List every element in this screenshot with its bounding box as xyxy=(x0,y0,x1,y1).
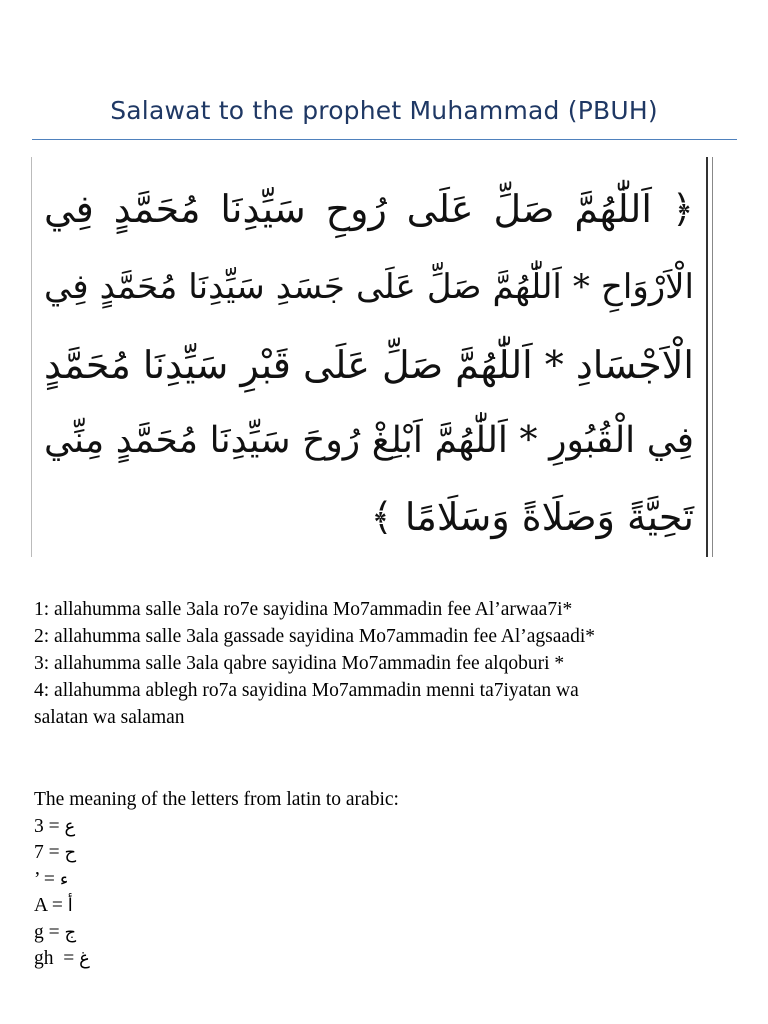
legend-arabic: غ xyxy=(79,948,90,969)
legend-arabic: ج xyxy=(64,921,77,943)
legend-equals: = xyxy=(43,842,65,863)
legend-item xyxy=(34,893,534,920)
transliteration-line-2: 2: allahumma salle 3ala gassade sayidina Mo7ammadin fee Al’agsaadi* xyxy=(34,626,595,647)
legend-latin: g xyxy=(34,921,44,943)
legend-item xyxy=(34,920,534,947)
arabic-line-1: ﴿ اَللّٰهُمَّ صَلِّ عَلَى رُوحِ سَيِّدِنَا مُحَمَّدٍ فِي xyxy=(44,187,694,231)
legend-item xyxy=(34,814,534,841)
legend-item xyxy=(34,867,534,894)
transliteration-line-5: salatan wa salaman xyxy=(34,707,185,728)
legend-latin: 7 xyxy=(34,842,44,863)
legend-arabic: ء xyxy=(59,868,69,890)
legend-item xyxy=(34,840,534,867)
arabic-line-4: فِي الْقُبُورِ * اَللّٰهُمَّ اَبْلِغْ رُوحَ سَيِّدِنَا مُحَمَّدٍ مِنِّي xyxy=(44,420,694,461)
legend-equals: = xyxy=(43,815,65,837)
legend-equals: = xyxy=(53,948,80,969)
legend-arabic: ح xyxy=(64,842,77,863)
scan-right-border xyxy=(706,157,708,557)
legend-equals: = xyxy=(39,868,60,890)
legend-latin: gh xyxy=(34,948,54,969)
letter-legend xyxy=(34,787,534,973)
scan-left-border xyxy=(31,157,32,557)
page-title: Salawat to the prophet Muhammad (PBUH) xyxy=(110,96,658,125)
legend-latin: ’ xyxy=(34,868,40,890)
legend-latin: 3 xyxy=(34,815,44,837)
arabic-line-2: الْاَرْوَاحِ * اَللّٰهُمَّ صَلِّ عَلَى جَسَدِ سَيِّدِنَا مُحَمَّدٍ فِي xyxy=(44,267,694,307)
transliteration-line-3: 3: allahumma salle 3ala qabre sayidina Mo7ammadin fee alqoburi * xyxy=(34,653,565,674)
legend-item xyxy=(34,946,534,973)
legend-latin: A xyxy=(34,895,48,916)
scan-right-border-outer xyxy=(712,157,713,557)
arabic-line-3: الْاَجْسَادِ * اَللّٰهُمَّ صَلِّ عَلَى قَبْرِ سَيِّدِنَا مُحَمَّدٍ xyxy=(44,343,694,387)
arabic-line-5: تَحِيَّةً وَصَلَاةً وَسَلَامًا ﴾ xyxy=(370,495,694,539)
transliteration-line-4: 4: allahumma ablegh ro7a sayidina Mo7ammadin menni ta7iyatan wa xyxy=(34,680,579,701)
legend-arabic: أ xyxy=(67,895,73,916)
legend-equals: = xyxy=(43,921,65,943)
title-divider xyxy=(32,139,737,140)
transliteration-block xyxy=(34,596,754,731)
legend-equals: = xyxy=(47,895,68,916)
legend-heading: The meaning of the letters from latin to arabic: xyxy=(34,789,399,810)
arabic-text-scan xyxy=(30,157,710,557)
transliteration-line-1: 1: allahumma salle 3ala ro7e sayidina Mo7ammadin fee Al’arwaa7i* xyxy=(34,599,573,620)
legend-arabic: ع xyxy=(64,815,76,837)
